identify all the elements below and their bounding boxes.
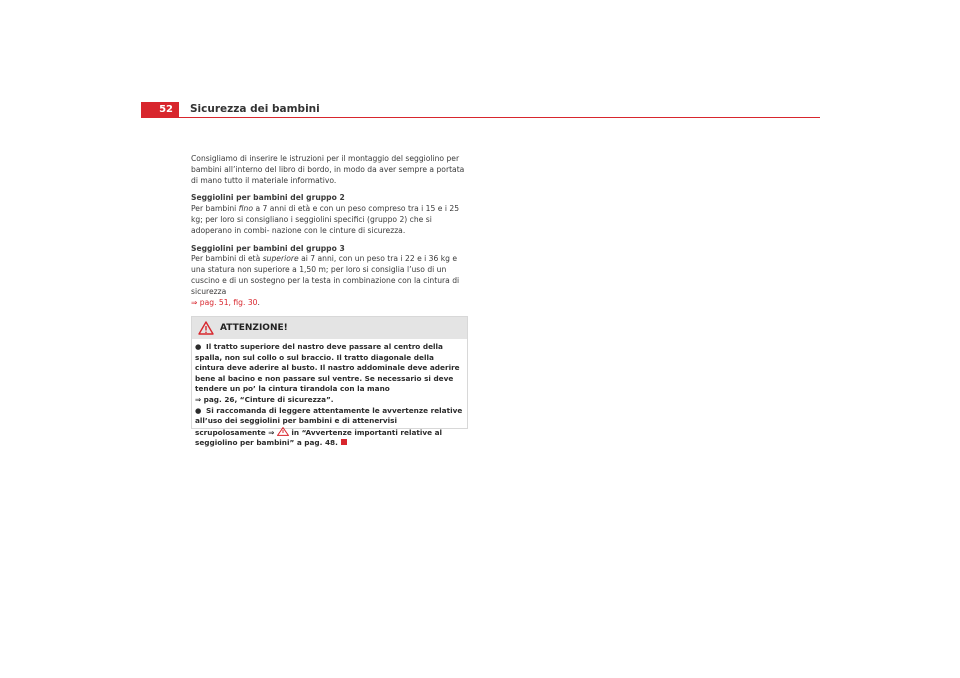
end-of-section-icon [341, 439, 347, 445]
group2-text-start: Per bambini [191, 204, 239, 214]
header-rule [141, 117, 820, 118]
group3-emphasis: superiore [262, 254, 299, 264]
warning-item2-end: in “Avvertenze importanti relative al seggiolino per bambini” a pag. 48. [195, 427, 443, 448]
bullet-icon: ● [195, 405, 202, 415]
group2-paragraph [191, 204, 471, 236]
page-reference-link[interactable]: ⇒ pag. 51, fig. 30 [191, 297, 258, 307]
warning-box [191, 316, 468, 448]
warning-item2-text: Si raccomanda di leggere attentamente le avvertenze relative all’uso dei seggiolini per bambini e di attenervisi scrupolosamente ⇒ [195, 405, 463, 437]
bullet-icon: ● [195, 342, 202, 351]
group3-text-end: ai 7 anni, con un peso tra i 22 e i 36 kg e una statura non superiore a 1,50 m; per loro si consiglia l’uso di un cuscino e di un sostegno per la testa in combinazione con la cintura di sicurezza [191, 254, 460, 296]
warning-item [195, 342, 464, 406]
group2-emphasis: fino [238, 204, 254, 214]
warning-item [195, 406, 464, 449]
section-title: Sicurezza dei bambini [190, 103, 320, 115]
group2-heading: Seggiolini per bambini del gruppo 2 [191, 193, 345, 203]
group3-heading: Seggiolini per bambini del gruppo 3 [191, 243, 345, 253]
intro-paragraph: Consigliamo di inserire le istruzioni per il montaggio del seggiolino per bambini all’interno del libro di bordo, in modo da aver sempre a portata di mano tutto il materiale informativo. [191, 154, 465, 185]
group3-text-start: Per bambini di età [191, 254, 263, 264]
warning-header [192, 317, 467, 339]
group3-paragraph [191, 254, 471, 308]
seatbelt-reference-link[interactable]: ⇒ pag. 26, “Cinture di sicurezza”. [195, 394, 334, 404]
warning-triangle-icon [198, 321, 214, 335]
warning-triangle-icon[interactable] [277, 427, 289, 436]
group2-text-end: a 7 anni di età e con un peso compreso tra i 15 e i 25 kg; per loro si consigliano i seggiolini specifici (gruppo 2) che si adoperano in combi- nazione con le cinture di sicurezza. [191, 204, 460, 235]
group3-period: . [257, 297, 260, 307]
warning-body [192, 339, 467, 449]
page-number: 52 [141, 102, 179, 118]
main-content [191, 154, 471, 315]
warning-item1-text: Il tratto superiore del nastro deve passare al centro della spalla, non sul collo o sul braccio. Il tratto diagonale della cintura deve aderire al busto. Il nastro addominale deve aderire bene al bacino e non passare sul ventre. Se necessario si deve tendere un po’ la cintura tirandola con la mano [195, 342, 460, 394]
warning-title: ATTENZIONE! [220, 323, 288, 333]
